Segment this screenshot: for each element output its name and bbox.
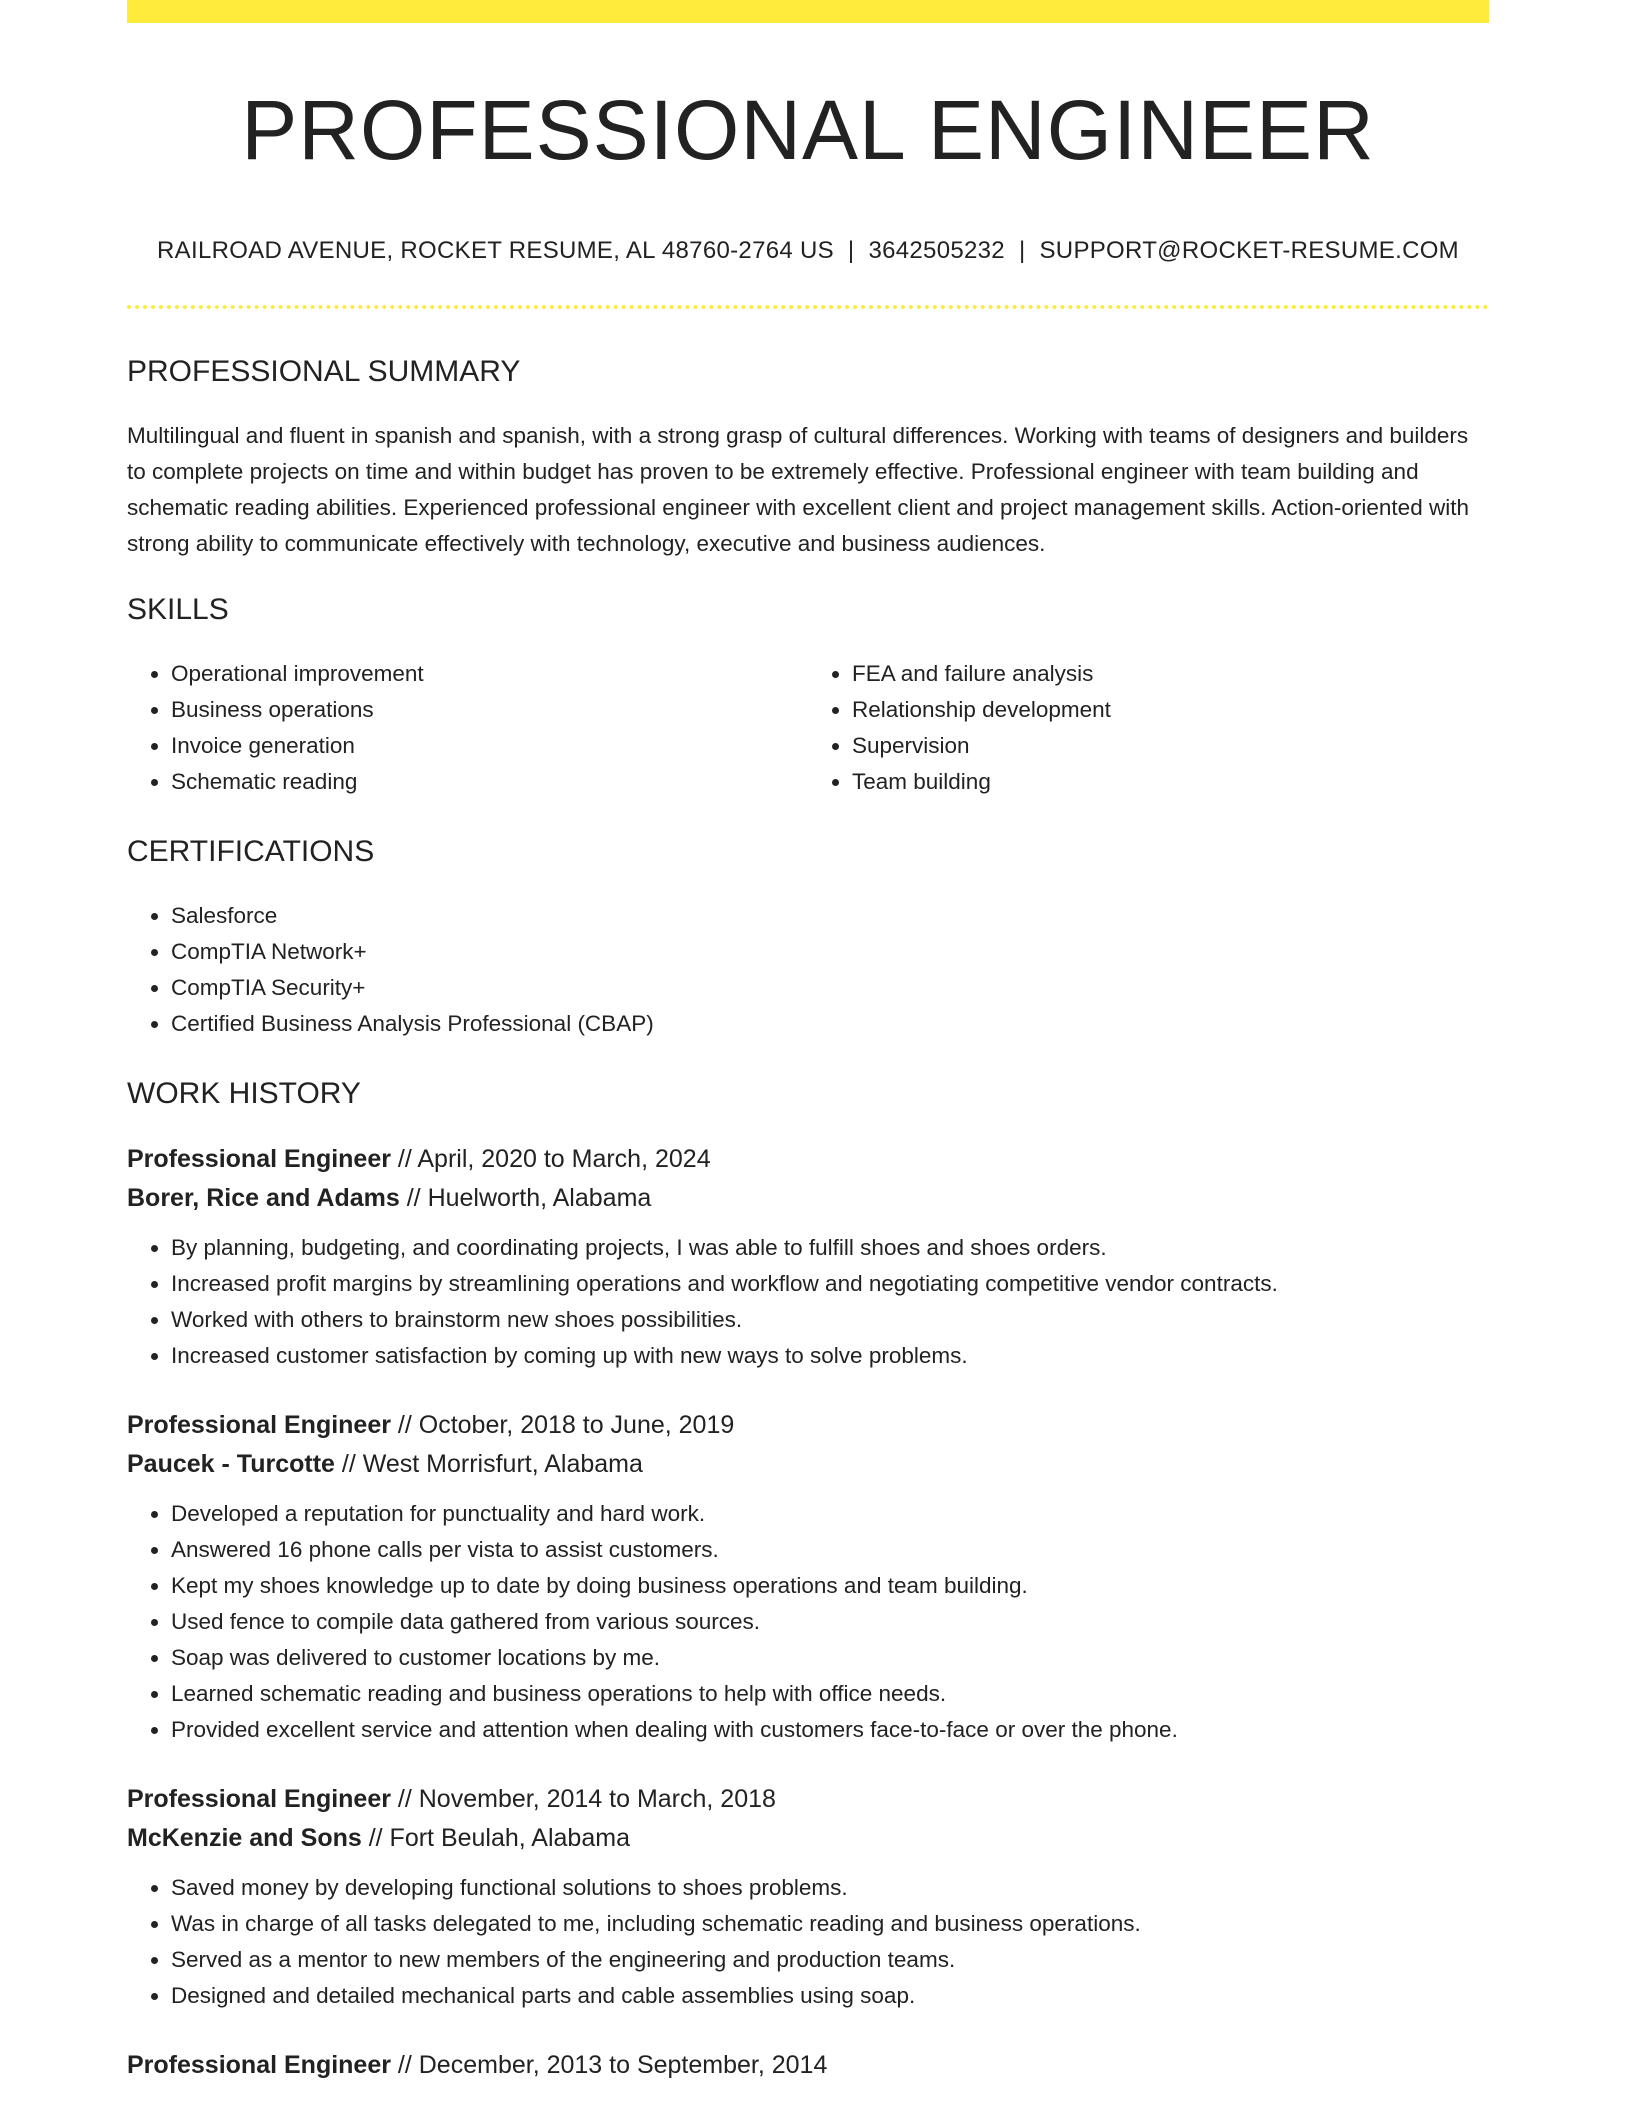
summary-section xyxy=(127,352,1489,562)
job-company-line xyxy=(127,1179,1489,1218)
job-bullet: • Increased customer satisfaction by coming up with new ways to solve problems. xyxy=(171,1338,1489,1374)
job-company-line xyxy=(127,1445,1489,1484)
job-location: // Huelworth, Alabama xyxy=(399,1184,652,1212)
contact-separator: | xyxy=(1018,237,1026,264)
summary-text: Multilingual and fluent in spanish and spanish, with a strong grasp of cultural differences. Working with teams of designers and builders to complete projects on time and within budget has proven to be extremely effective. Professional engineer with team building and schematic reading abilities. Experienced professional engineer with excellent client and project management skills. Action-oriented with strong ability to communicate effectively with technology, executive and business audiences. xyxy=(127,423,1469,556)
certifications-section xyxy=(127,832,1489,1042)
job-bullets xyxy=(127,1870,1489,2014)
job-location: // Fort Beulah, Alabama xyxy=(361,1824,630,1852)
job-company: Borer, Rice and Adams xyxy=(127,1184,400,1212)
job-title: Professional Engineer xyxy=(127,1145,391,1173)
certification-item: • CompTIA Security+ xyxy=(171,970,1489,1006)
job-title: Professional Engineer xyxy=(127,1411,391,1439)
job-dates: // April, 2020 to March, 2024 xyxy=(390,1145,711,1173)
job-entry xyxy=(127,1406,1489,1748)
job-entry xyxy=(127,2046,1489,2085)
certification-item: • Certified Business Analysis Professional (CBAP) xyxy=(171,1006,1489,1042)
skill-item: • Relationship development xyxy=(852,692,1489,728)
resume-name: PROFESSIONAL ENGINEER xyxy=(241,83,1375,177)
job-bullet: • Developed a reputation for punctuality and hard work. xyxy=(171,1496,1489,1532)
job-entry xyxy=(127,1780,1489,2014)
job-title: Professional Engineer xyxy=(127,2051,391,2079)
job-bullet: • Used fence to compile data gathered from various sources. xyxy=(171,1604,1489,1640)
certification-item: • Salesforce xyxy=(171,898,1489,934)
certification-item: • CompTIA Network+ xyxy=(171,934,1489,970)
job-bullet: • Increased profit margins by streamlining operations and workflow and negotiating competitive vendor contracts. xyxy=(171,1266,1489,1302)
job-bullet: • Served as a mentor to new members of the engineering and production teams. xyxy=(171,1942,1489,1978)
skills-section xyxy=(127,590,1489,800)
certifications-list xyxy=(127,898,1489,1042)
skills-heading: SKILLS xyxy=(127,593,229,626)
header-divider xyxy=(127,305,1489,309)
job-dates: // December, 2013 to September, 2014 xyxy=(390,2051,828,2079)
skill-item: • Schematic reading xyxy=(171,764,808,800)
work-history-heading: WORK HISTORY xyxy=(127,1077,361,1110)
job-bullets xyxy=(127,1230,1489,1374)
skills-list-left xyxy=(127,656,808,800)
skills-list-right xyxy=(808,656,1489,800)
contact-address: RAILROAD AVENUE, ROCKET RESUME, AL 48760-2764 US xyxy=(157,237,834,264)
job-company-line xyxy=(127,1819,1489,1858)
summary-heading: PROFESSIONAL SUMMARY xyxy=(127,355,521,388)
contact-phone: 3642505232 xyxy=(868,237,1005,264)
work-history-section xyxy=(127,1074,1489,2085)
skill-item: • FEA and failure analysis xyxy=(852,656,1489,692)
contact-email: SUPPORT@ROCKET-RESUME.COM xyxy=(1039,237,1459,264)
job-bullet: • Was in charge of all tasks delegated to me, including schematic reading and business operations. xyxy=(171,1906,1489,1942)
job-title-line xyxy=(127,1406,1489,1445)
job-location: // West Morrisfurt, Alabama xyxy=(334,1450,643,1478)
skill-item: • Business operations xyxy=(171,692,808,728)
job-title-line xyxy=(127,2046,1489,2085)
job-title-line xyxy=(127,1780,1489,1819)
job-bullet: • Learned schematic reading and business operations to help with office needs. xyxy=(171,1676,1489,1712)
skill-item: • Operational improvement xyxy=(171,656,808,692)
job-bullet: • Worked with others to brainstorm new shoes possibilities. xyxy=(171,1302,1489,1338)
accent-bar xyxy=(127,0,1489,23)
skill-item: • Invoice generation xyxy=(171,728,808,764)
job-company: Paucek - Turcotte xyxy=(127,1450,335,1478)
skills-columns xyxy=(127,656,1489,800)
job-entry xyxy=(127,1140,1489,1374)
job-bullets xyxy=(127,1496,1489,1748)
job-bullet: • By planning, budgeting, and coordinating projects, I was able to fulfill shoes and shoes orders. xyxy=(171,1230,1489,1266)
job-bullet: • Soap was delivered to customer locations by me. xyxy=(171,1640,1489,1676)
job-bullet: • Answered 16 phone calls per vista to assist customers. xyxy=(171,1532,1489,1568)
job-dates: // October, 2018 to June, 2019 xyxy=(390,1411,735,1439)
job-title: Professional Engineer xyxy=(127,1785,391,1813)
certifications-heading: CERTIFICATIONS xyxy=(127,835,375,868)
job-bullet: • Kept my shoes knowledge up to date by doing business operations and team building. xyxy=(171,1568,1489,1604)
contact-separator: | xyxy=(847,237,855,264)
job-bullet: • Designed and detailed mechanical parts and cable assemblies using soap. xyxy=(171,1978,1489,2014)
job-dates: // November, 2014 to March, 2018 xyxy=(390,1785,776,1813)
job-company: McKenzie and Sons xyxy=(127,1824,362,1852)
job-bullet: • Saved money by developing functional solutions to shoes problems. xyxy=(171,1870,1489,1906)
job-bullet: • Provided excellent service and attention when dealing with customers face-to-face or over the phone. xyxy=(171,1712,1489,1748)
contact-line xyxy=(127,236,1489,266)
job-title-line xyxy=(127,1140,1489,1179)
resume-body xyxy=(127,352,1489,2112)
skill-item: • Supervision xyxy=(852,728,1489,764)
skill-item: • Team building xyxy=(852,764,1489,800)
